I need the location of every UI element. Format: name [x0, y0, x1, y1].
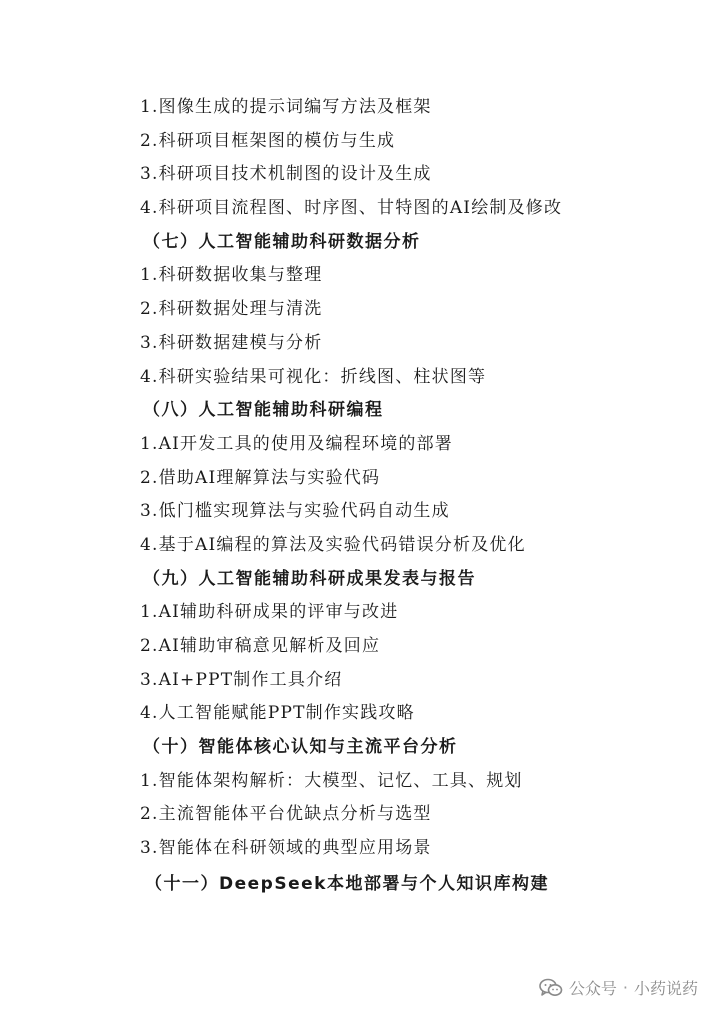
section-heading: （九）人工智能辅助科研成果发表与报告 — [143, 568, 476, 589]
outline-item: 4.基于AI编程的算法及实验代码错误分析及优化 — [140, 534, 526, 555]
outline-item: 1.科研数据收集与整理 — [140, 265, 323, 286]
outline-item: 4.科研项目流程图、时序图、甘特图的AI绘制及修改 — [140, 198, 563, 219]
section-heading: （十一）DeepSeek本地部署与个人知识库构建 — [145, 873, 549, 894]
outline-content — [140, 91, 660, 902]
wechat-icon — [539, 978, 563, 998]
section-heading: （八）人工智能辅助科研编程 — [143, 400, 384, 421]
watermark-source: 公众号 — [568, 979, 617, 998]
section-heading: （七）人工智能辅助科研数据分析 — [143, 231, 421, 252]
outline-item: 3.AI+PPT制作工具介绍 — [140, 669, 343, 690]
outline-item: 1.图像生成的提示词编写方法及框架 — [140, 97, 432, 117]
watermark-separator: · — [622, 978, 628, 997]
outline-item: 1.AI开发工具的使用及编程环境的部署 — [140, 433, 454, 454]
outline-item: 4.人工智能赋能PPT制作实践攻略 — [140, 703, 415, 724]
outline-item: 2.科研数据处理与清洗 — [140, 299, 323, 320]
outline-item: 4.科研实验结果可视化：折线图、柱状图等 — [140, 366, 487, 387]
outline-item: 3.低门槛实现算法与实验代码自动生成 — [140, 501, 450, 522]
watermark-account: 小药说药 — [633, 979, 698, 998]
outline-item: 1.AI辅助科研成果的评审与改进 — [140, 602, 399, 623]
outline-item: 2.科研项目框架图的模仿与生成 — [140, 130, 396, 151]
outline-item: 1.智能体架构解析：大模型、记忆、工具、规划 — [140, 770, 523, 791]
section-heading: （十）智能体核心认知与主流平台分析 — [143, 737, 458, 758]
wechat-watermark — [539, 976, 698, 999]
outline-item: 3.科研数据建模与分析 — [140, 332, 323, 353]
outline-item: 2.主流智能体平台优缺点分析与选型 — [140, 804, 432, 825]
outline-item: 3.智能体在科研领域的典型应用场景 — [140, 838, 432, 859]
outline-item: 2.借助AI理解算法与实验代码 — [140, 467, 381, 488]
outline-item: 3.科研项目技术机制图的设计及生成 — [140, 164, 432, 185]
outline-item: 2.AI辅助审稿意见解析及回应 — [140, 636, 381, 656]
